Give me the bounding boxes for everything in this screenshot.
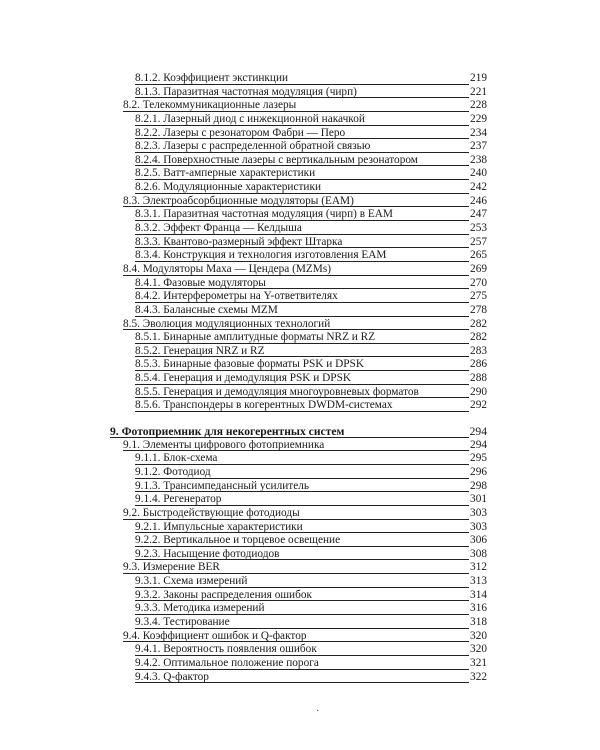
- toc-page-number: 318: [470, 615, 487, 628]
- toc-subsection[interactable]: [0, 113, 600, 127]
- leader-line: [135, 370, 469, 371]
- toc-entry-title: 8.1.2. Коэффициент экстинкции: [135, 72, 289, 84]
- toc-entry-title: 9.2.3. Насыщение фотодиодов: [135, 547, 280, 560]
- toc-subsection[interactable]: [0, 643, 600, 657]
- toc-page-number: 246: [470, 194, 487, 207]
- toc-page-number: 282: [470, 317, 487, 330]
- toc-subsection[interactable]: [0, 358, 600, 372]
- toc-page-number: 322: [470, 670, 487, 683]
- toc-page-number: 257: [470, 235, 487, 248]
- toc-entry-title: 9.1.4. Регенератор: [135, 493, 222, 506]
- toc-subsection[interactable]: [0, 548, 600, 562]
- toc-chapter[interactable]: [0, 425, 600, 439]
- toc-entry-title: 8.4.1. Фазовые модуляторы: [135, 276, 266, 289]
- toc-page-number: 320: [470, 629, 487, 642]
- toc-entry-title: 8.3.1. Паразитная частотная модуляция (чирп) в ЕАМ: [135, 208, 393, 221]
- toc-page-number: 306: [470, 534, 487, 547]
- leader-line: [135, 628, 469, 629]
- toc-page-number: 240: [470, 167, 487, 180]
- leader-line: [135, 356, 469, 357]
- toc-section[interactable]: [0, 99, 600, 113]
- leader-line: [135, 600, 469, 601]
- toc-subsection[interactable]: [0, 290, 600, 304]
- toc-entry-title: 8.3.2. Эффект Франца — Келдыша: [135, 222, 302, 235]
- toc-page-number: 219: [470, 72, 487, 84]
- toc-subsection[interactable]: [0, 304, 600, 318]
- leader-line: [123, 450, 469, 451]
- toc-entry-title: 9.2. Быстродействующие фотодиоды: [123, 506, 300, 519]
- toc-page-number: 290: [470, 385, 487, 398]
- toc-subsection[interactable]: [0, 452, 600, 466]
- leader-line: [135, 288, 469, 289]
- toc-subsection[interactable]: [0, 236, 600, 250]
- toc-page-number: 242: [470, 181, 487, 194]
- toc-entry-title: 8.4.3. Балансные схемы MZM: [135, 303, 278, 316]
- toc-subsection[interactable]: [0, 493, 600, 507]
- toc-page-number: 234: [470, 126, 487, 139]
- leader-line: [135, 546, 469, 547]
- leader-line: [135, 682, 469, 683]
- toc-page-number: 288: [470, 372, 487, 385]
- leader-line: [135, 234, 469, 235]
- leader-line: [135, 179, 469, 180]
- toc-page-number: 296: [470, 465, 487, 478]
- leader-line: [123, 641, 469, 642]
- toc-page-number: 292: [470, 399, 487, 412]
- toc-subsection[interactable]: [0, 616, 600, 630]
- toc-entry-title: 9.4.2. Оптимальное положение порога: [135, 656, 319, 669]
- toc-entry-title: 8.1.3. Паразитная частотная модуляция (чирп): [135, 85, 357, 98]
- toc-entry-title: 8.2. Телекоммуникационные лазеры: [123, 99, 297, 112]
- toc-subsection[interactable]: [0, 671, 600, 685]
- toc-entry-title: 8.5.6. Транспондеры в когерентных DWDM-системах: [135, 399, 393, 412]
- leader-line: [135, 505, 469, 506]
- toc-entry-title: 8.3.4. Конструкция и технология изготовления ЕАМ: [135, 249, 387, 262]
- toc-subsection[interactable]: [0, 86, 600, 100]
- toc-entry-title: 8.3. Электроабсорбционные модуляторы (ЕАМ): [123, 194, 354, 207]
- toc-entry-title: 9.2.1. Импульсные характеристики: [135, 520, 303, 533]
- toc-page-number: 321: [470, 656, 487, 669]
- toc-entry-title: 9.4. Коэффициент ошибок и Q-фактор: [123, 629, 307, 642]
- toc-entry-title: 9.1. Элементы цифрового фотоприемника: [123, 438, 325, 451]
- toc-page-number: 283: [470, 344, 487, 357]
- leader-line: [135, 152, 469, 153]
- toc-subsection[interactable]: [0, 140, 600, 154]
- leader-line: [135, 478, 469, 479]
- toc-page-number: 314: [470, 588, 487, 601]
- toc-subsection[interactable]: [0, 372, 600, 386]
- leader-line: [123, 275, 469, 276]
- toc-entry-title: 8.2.1. Лазерный диод с инжекционной накачкой: [135, 112, 365, 125]
- toc-entry-title: 9.1.3. Трансимпедансный усилитель: [135, 479, 309, 492]
- leader-line: [135, 491, 469, 492]
- leader-line: [135, 587, 469, 588]
- toc-section[interactable]: [0, 507, 600, 521]
- toc-section[interactable]: [0, 195, 600, 209]
- toc-entry-title: 8.5.1. Бинарные амплитудные форматы NRZ и RZ: [135, 331, 376, 344]
- toc-subsection[interactable]: [0, 167, 600, 181]
- toc-subsection[interactable]: [0, 345, 600, 359]
- toc-subsection[interactable]: [0, 208, 600, 222]
- toc-subsection[interactable]: [0, 386, 600, 400]
- leader-line: [135, 84, 469, 85]
- toc-entry-title: 9.1.2. Фотодиод: [135, 465, 211, 478]
- leader-line: [135, 220, 469, 221]
- toc-section[interactable]: [0, 630, 600, 644]
- toc-subsection[interactable]: [0, 277, 600, 291]
- toc-entry-title: 8.2.3. Лазеры с распределенной обратной связью: [135, 140, 371, 153]
- leader-line: [135, 397, 469, 398]
- leader-line: [135, 464, 469, 465]
- toc-page-number: 294: [470, 438, 487, 451]
- leader-line: [123, 573, 469, 574]
- toc-subsection[interactable]: [0, 480, 600, 494]
- toc-subsection[interactable]: [0, 534, 600, 548]
- toc-page-number: 286: [470, 358, 487, 371]
- toc-page-number: 265: [470, 249, 487, 262]
- leader-line: [123, 111, 469, 112]
- toc-page-number: 229: [470, 112, 487, 125]
- toc-entry-title: 9.2.2. Вертикальное и торцевое освещение: [135, 534, 341, 547]
- leader-line: [135, 532, 469, 533]
- toc-entry-title: 8.5. Эволюция модуляционных технологий: [123, 317, 331, 330]
- toc-page-number: 308: [470, 547, 487, 560]
- toc-subsection[interactable]: [0, 222, 600, 236]
- toc-entry-title: 8.2.5. Ватт-амперные характеристики: [135, 167, 316, 180]
- section-gap: [0, 413, 600, 425]
- toc-entry-title: 9.1.1. Блок-схема: [135, 452, 218, 465]
- toc-entry-title: 9.3.2. Законы распределения ошибок: [135, 588, 312, 601]
- toc-section[interactable]: [0, 439, 600, 453]
- leader-line: [135, 411, 469, 412]
- toc-subsection[interactable]: [0, 466, 600, 480]
- leader-line: [135, 125, 469, 126]
- leader-line: [123, 519, 469, 520]
- toc-subsection[interactable]: [0, 657, 600, 671]
- toc-page-number: 278: [470, 303, 487, 316]
- leader-line: [135, 343, 469, 344]
- toc-page-number: 253: [470, 222, 487, 235]
- toc-entry-title: 8.2.6. Модуляционные характеристики: [135, 181, 322, 194]
- leader-line: [135, 165, 469, 166]
- toc-entry-title: 9. Фотоприемник для некогерентных систем: [110, 425, 345, 439]
- leader-line: [135, 384, 469, 385]
- toc-section[interactable]: [0, 561, 600, 575]
- toc-subsection[interactable]: [0, 575, 600, 589]
- toc-entry-title: 9.3.3. Методика измерений: [135, 602, 265, 615]
- page-mark: ·: [316, 706, 320, 717]
- leader-line: [135, 97, 469, 98]
- toc-entry-title: 9.4.1. Вероятность появления ошибок: [135, 643, 317, 656]
- leader-line: [135, 261, 469, 262]
- toc-page-number: 269: [470, 262, 487, 275]
- toc-page-number: 295: [470, 452, 487, 465]
- toc-entry-title: 8.4.2. Интерферометры на Y-ответвителях: [135, 290, 338, 303]
- toc-page-number: 301: [470, 493, 487, 506]
- toc-section[interactable]: [0, 263, 600, 277]
- toc-entry-title: 8.4. Модуляторы Маха — Цендера (MZMs): [123, 262, 331, 275]
- toc-page-number: 228: [470, 99, 487, 112]
- leader-line: [123, 206, 469, 207]
- toc-entry-title: 8.2.2. Лазеры с резонатором Фабри — Перо: [135, 126, 346, 139]
- toc-entry-title: 9.3.1. Схема измерений: [135, 575, 248, 588]
- leader-line: [123, 329, 469, 330]
- toc-subsection[interactable]: [0, 181, 600, 195]
- toc-entry-title: 8.3.3. Квантово-размерный эффект Штарка: [135, 235, 343, 248]
- leader-line: [135, 669, 469, 670]
- toc-page-number: 221: [470, 85, 487, 98]
- toc-entry-title: 8.5.3. Бинарные фазовые форматы PSK и DPSK: [135, 358, 364, 371]
- toc-entry-title: 8.5.4. Генерация и демодуляция PSK и DPSK: [135, 372, 352, 385]
- leader-line: [135, 193, 469, 194]
- toc-page-number: 275: [470, 290, 487, 303]
- leader-line: [135, 614, 469, 615]
- leader-line: [135, 559, 469, 560]
- toc-page-number: 270: [470, 276, 487, 289]
- toc-entry-title: 9.4.3. Q-фактор: [135, 670, 209, 683]
- toc-subsection[interactable]: [0, 154, 600, 168]
- toc-subsection[interactable]: [0, 127, 600, 141]
- leader-line: [110, 437, 469, 438]
- toc-entry-title: 8.5.5. Генерация и демодуляция многоуровневых форматов: [135, 385, 419, 398]
- toc-page-number: 247: [470, 208, 487, 221]
- toc-page-number: 294: [469, 425, 487, 439]
- leader-line: [135, 138, 469, 139]
- toc-page-number: 313: [470, 575, 487, 588]
- toc-subsection[interactable]: [0, 331, 600, 345]
- leader-line: [135, 302, 469, 303]
- toc-subsection[interactable]: [0, 72, 600, 86]
- toc-page-number: 238: [470, 153, 487, 166]
- toc-page-number: 316: [470, 602, 487, 615]
- toc-page-number: 320: [470, 643, 487, 656]
- table-of-contents: [0, 72, 600, 684]
- leader-line: [135, 247, 469, 248]
- toc-page-number: 237: [470, 140, 487, 153]
- toc-subsection[interactable]: [0, 602, 600, 616]
- toc-page-number: 298: [470, 479, 487, 492]
- leader-line: [135, 316, 469, 317]
- toc-subsection[interactable]: [0, 521, 600, 535]
- toc-page-number: 282: [470, 331, 487, 344]
- toc-entry-title: 9.3. Измерение BER: [123, 561, 220, 574]
- toc-entry-title: 8.5.2. Генерация NRZ и RZ: [135, 344, 265, 357]
- toc-entry-title: 8.2.4. Поверхностные лазеры с вертикальным резонатором: [135, 153, 418, 166]
- leader-line: [135, 655, 469, 656]
- toc-page-number: 303: [470, 520, 487, 533]
- toc-section[interactable]: [0, 318, 600, 332]
- toc-page-number: 312: [470, 561, 487, 574]
- toc-subsection[interactable]: [0, 249, 600, 263]
- toc-entry-title: 9.3.4. Тестирование: [135, 615, 230, 628]
- toc-subsection[interactable]: [0, 399, 600, 413]
- toc-subsection[interactable]: [0, 589, 600, 603]
- toc-page-number: 303: [470, 506, 487, 519]
